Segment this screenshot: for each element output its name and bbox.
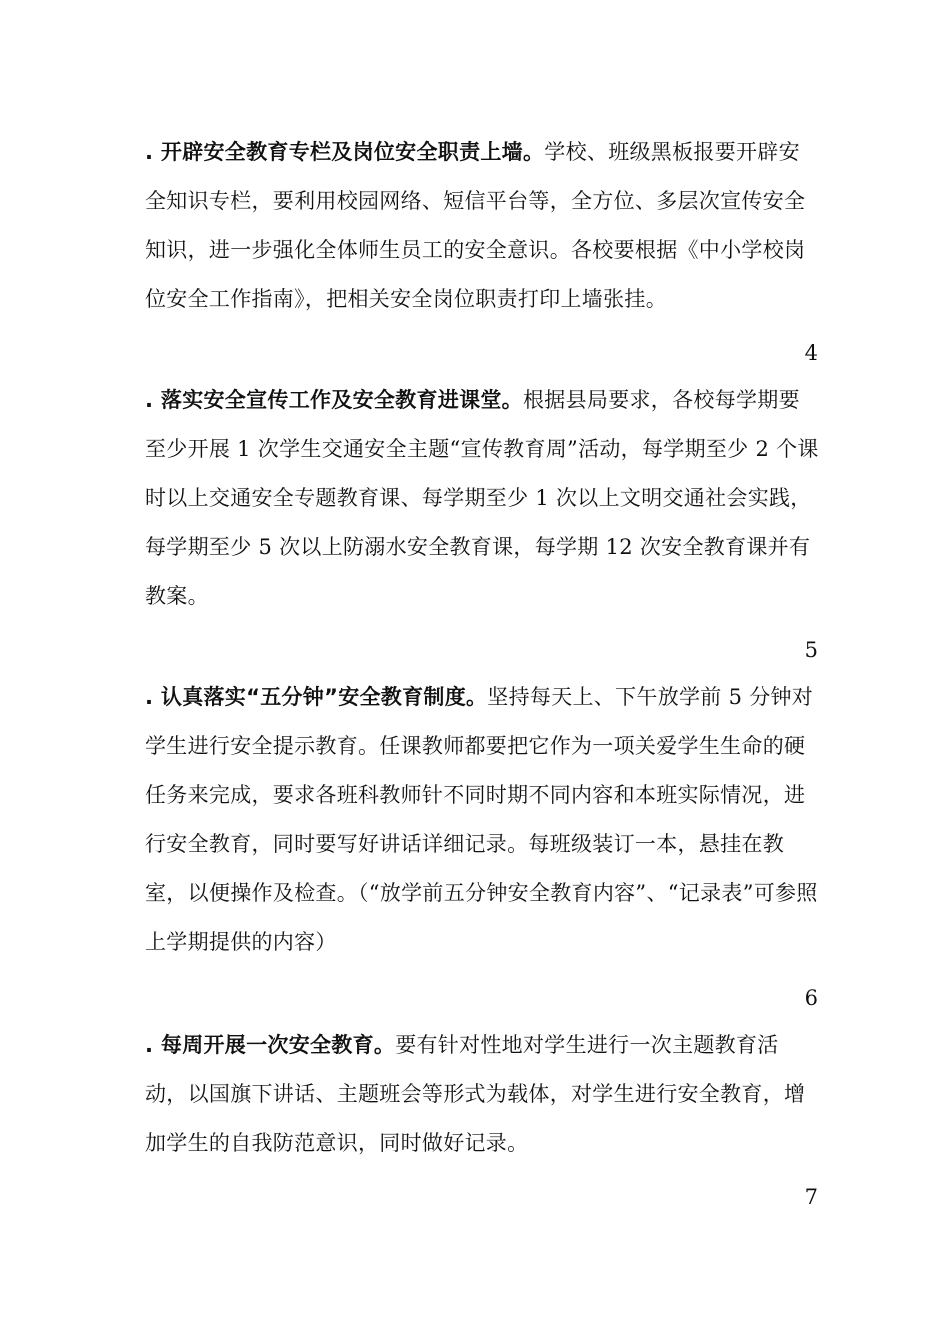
paragraph-5 [145, 673, 821, 967]
paragraph-body: 学校、班级黑板报要开辟安全知识专栏，要利用校园网络、短信平台等，全方位、多层次宣传安全知识，进一步强化全体师生员工的安全意识。各校要根据《中小学校岗位安全工作指南》，把相关安全岗位职责打印上墙张挂。 [145, 140, 806, 311]
paragraph-body: 根据县局要求，各校每学期要至少开展 1 次学生交通安全主题“宣传教育周”活动，每学期至少 2 个课时以上交通安全专题教育课、每学期至少 1 次以上文明交通社会实践，每学期至少 5 次以上防溺水安全教育课，每学期 12 次安全教育课并有教案。 [145, 388, 819, 608]
paragraph-body: 坚持每天上、下午放学前 5 分钟对学生进行安全提示教育。任课教师都要把它作为一项关爱学生生命的硬任务来完成，要求各班科教师针不同时期不同内容和本班实际情况，进行安全教育，同时要写好讲话详细记录。每班级装订一本，悬挂在教室，以便操作及检查。（“放学前五分钟安全教育内容”、“记录表”可参照上学期提供的内容） [145, 685, 818, 954]
paragraph-lead: . 每周开展一次安全教育。 [145, 1033, 396, 1057]
item-number: 7 [804, 1185, 818, 1209]
paragraph-3 [145, 128, 821, 324]
item-number: 4 [804, 341, 818, 365]
paragraph-lead: . 认真落实“五分钟”安全教育制度。 [145, 685, 488, 709]
paragraph-4 [145, 376, 821, 621]
paragraph-lead: . 开辟安全教育专栏及岗位安全职责上墙。 [145, 140, 545, 164]
paragraph-6 [145, 1021, 821, 1168]
paragraph-lead: . 落实安全宣传工作及安全教育进课堂。 [145, 388, 523, 412]
item-number: 6 [804, 986, 818, 1010]
item-number: 5 [804, 638, 818, 662]
paragraph-body: 要有针对性地对学生进行一次主题教育活动，以国旗下讲话、主题班会等形式为载体，对学生进行安全教育，增加学生的自我防范意识，同时做好记录。 [145, 1033, 806, 1155]
